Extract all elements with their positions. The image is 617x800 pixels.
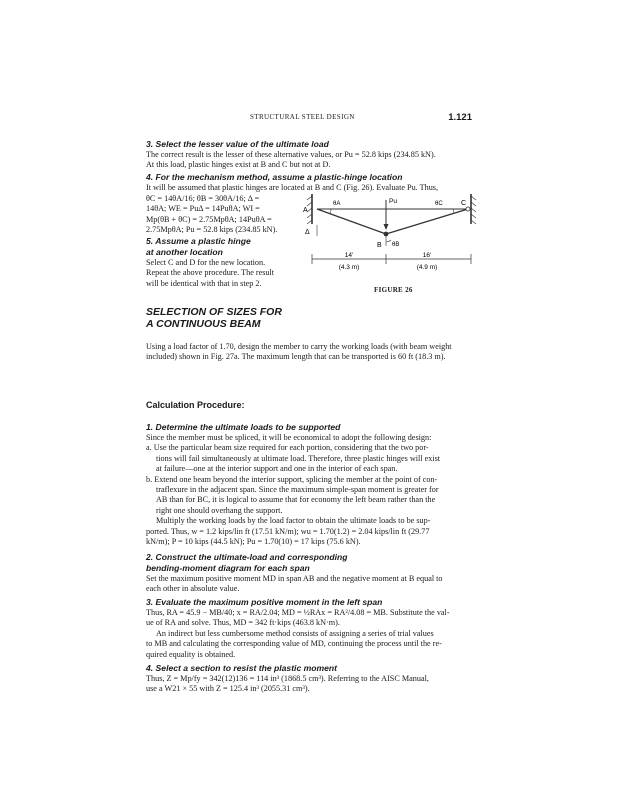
label-c: C: [461, 200, 467, 207]
calc3-line: ue of RA and solve. Thus, MD = 342 ft·kips (463.8 kN·m).: [146, 618, 340, 628]
label-theta-a: θA: [333, 201, 341, 207]
calc1-line: Since the member must be spliced, it will be economical to adopt the following design:: [146, 433, 432, 442]
calc2-line: each other in absolute value.: [146, 584, 240, 594]
angle-arc-b: [386, 240, 391, 242]
dim-left: 14': [344, 252, 354, 259]
calc1-line: kN/m); P = 10 kips (44.5 kN); Pu = 1.70(10) = 17 kips (75.6 kN).: [146, 537, 361, 547]
calc3-line: quired equality is obtained.: [146, 649, 236, 659]
step5-line: will be identical with that in step 2.: [146, 278, 262, 288]
step5-body: [146, 258, 306, 289]
calc4-line: Thus, Z = Mp/fy = 342(12)136 = 114 in³ (1868.5 cm³). Referring to the AISC Manual,: [146, 674, 429, 683]
calc1-heading: 1. Determine the ultimate loads to be supported: [146, 422, 341, 432]
label-delta: Δ: [305, 229, 310, 236]
step3-line: The correct result is the lesser of these alternative values, or Pu = 52.8 kips (234.85 kN).: [146, 150, 436, 159]
dim-right: 16': [422, 252, 432, 259]
calc1-line: at failure—one at the interior support and one in the interior of each span.: [156, 464, 398, 474]
equation-line: 14θA; WE = PuΔ = 14PuθA; WI =: [146, 204, 260, 214]
step4-equations: [146, 194, 321, 236]
equation-line: θC = 14θA/16; θB = 30θA/16; Δ =: [146, 194, 260, 203]
label-a: A: [303, 207, 308, 214]
calc3-body: [146, 608, 473, 660]
deflected-segment-bc: [386, 209, 468, 234]
calc2-heading: [146, 552, 348, 573]
header-title: STRUCTURAL STEEL DESIGN: [250, 113, 355, 121]
plastic-hinge-c: [466, 207, 470, 211]
running-header: [146, 113, 472, 127]
figure-26-diagram: [305, 192, 477, 286]
step3-heading: 3. Select the lesser value of the ultimate load: [146, 139, 329, 149]
step5-heading-line: at another location: [146, 246, 223, 257]
step5-heading: [146, 236, 251, 257]
step5-line: Repeat the above procedure. The result: [146, 268, 275, 278]
calc4-heading: 4. Select a section to resist the plastic moment: [146, 663, 338, 673]
intro-paragraph: [146, 342, 473, 363]
angle-arc-c: [453, 209, 454, 213]
label-pu: Pu: [389, 198, 397, 205]
calc1-line: AB than for BC, it is logical to assume that for economy the left beam rather than the: [156, 495, 436, 505]
step3-body: [146, 150, 473, 171]
intro-line: Using a load factor of 1.70, design the member to carry the working loads (with beam weight: [146, 342, 452, 351]
deflected-segment-ab: [317, 209, 386, 234]
label-theta-b: θB: [392, 242, 400, 248]
calc1-line: Multiply the working loads by the load factor to obtain the ultimate loads to be sup-: [156, 516, 431, 526]
step5-line: Select C and D for the new location.: [146, 258, 266, 267]
calc3-line: Thus, RA = 45.9 − MB/40; x = RA/2.04; MD = ½RAx = RA²/4.08 = MB. Substitute the val-: [146, 608, 450, 617]
calc2-body: [146, 574, 473, 595]
calc3-heading: 3. Evaluate the maximum positive moment in the left span: [146, 597, 383, 607]
intro-line: included) shown in Fig. 27a. The maximum length that can be transported is 60 ft (18.3 m).: [146, 352, 446, 362]
calc1-line: a. Use the particular beam size required for each portion, considering that the two por-: [146, 443, 429, 453]
label-theta-c: θC: [435, 201, 443, 207]
step3-line: At this load, plastic hinges exist at B and C but not at D.: [146, 160, 331, 170]
step5-heading-line: 5. Assume a plastic hinge: [146, 236, 251, 246]
calc4-body: [146, 674, 473, 695]
calc1-line: b. Extend one beam beyond the interior support, splicing the member at the point of con-: [146, 474, 438, 484]
page-number: 1.121: [448, 112, 472, 123]
section-title: [146, 306, 282, 330]
calc1-line: right one should overhang the support.: [156, 505, 283, 515]
label-b: B: [377, 242, 382, 249]
calc2-line: Set the maximum positive moment MD in span AB and the negative moment at B equal to: [146, 574, 443, 583]
dim-right-metric: (4.9 m): [416, 264, 438, 271]
calc2-heading-line: bending-moment diagram for each span: [146, 562, 310, 573]
calc1-line: ported. Thus, w = 1.2 kips/lin ft (17.51 kN/m); wu = 1.70(1.2) = 2.04 kips/lin ft (29.77: [146, 526, 430, 536]
equation-line: Mp(θB + θC) = 2.75MpθA; 14PuθA =: [146, 214, 272, 224]
calc1-body: [146, 433, 473, 547]
step4-line: It will be assumed that plastic hinges are located at B and C (Fig. 26). Evaluate Pu. Thus,: [146, 183, 439, 192]
calculation-heading: Calculation Procedure:: [146, 400, 245, 410]
angle-arc-a: [330, 209, 331, 214]
calc2-heading-line: 2. Construct the ultimate-load and corresponding: [146, 552, 348, 562]
dim-left-metric: (4.3 m): [338, 264, 360, 271]
calc1-line: tions will fail simultaneously at ultimate load. Therefore, three plastic hinges will exist: [156, 453, 441, 463]
calc1-line: traflexure in the adjacent span. Since the maximum simple-span moment is greater for: [156, 485, 439, 495]
section-title-line: A CONTINUOUS BEAM: [146, 318, 261, 330]
step4-heading: 4. For the mechanism method, assume a plastic-hinge location: [146, 172, 403, 182]
calc3-line: to MB and calculating the corresponding value of MD, continuing the process until the re-: [146, 639, 442, 649]
section-title-line: SELECTION OF SIZES FOR: [146, 306, 282, 318]
calc4-line: use a W21 × 55 with Z = 125.4 in³ (2055.31 cm³).: [146, 684, 310, 694]
calc3-line: An indirect but less cumbersome method consists of assigning a series of trial values: [156, 628, 434, 638]
figure-caption: FIGURE 26: [374, 286, 413, 294]
equation-line: 2.75MpθA; Pu = 52.8 kips (234.85 kN).: [146, 225, 278, 235]
